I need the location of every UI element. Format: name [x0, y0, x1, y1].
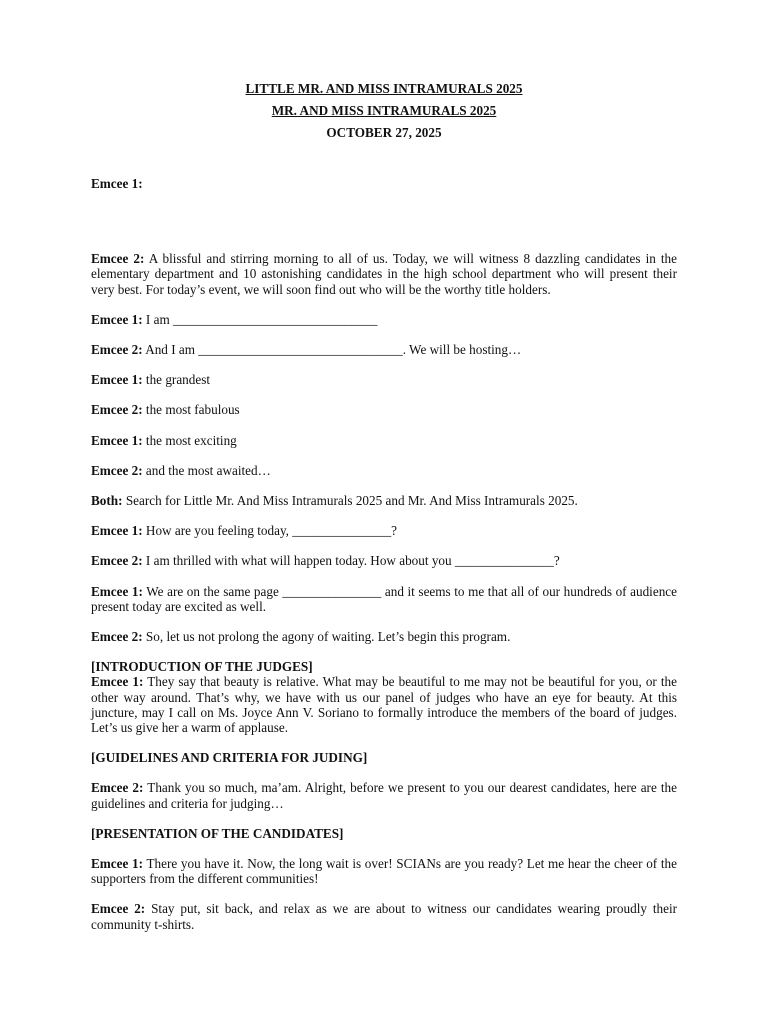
- line-text: the most exciting: [142, 432, 237, 448]
- section-heading-judges: [INTRODUCTION OF THE JUDGES]: [91, 659, 313, 675]
- line-text: Thank you so much, ma’am. Alright, before we present to you our dearest candidates, here are the guidelines and criteria for judging…: [91, 780, 677, 811]
- line-text: They say that beauty is relative. What may be beautiful to me may not be beautiful for you, or the other way around. That’s why, we have with us our panel of judges who have an eye for beauty. At this juncture, may I call on Ms. Joyce Ann V. Soriano to formally introduce the members of the board of judges. Let’s us give her a warm of applause.: [91, 674, 677, 736]
- line-emcee2-guidelines: [91, 780, 677, 810]
- line-emcee2-begin: [91, 629, 677, 644]
- line-emcee2-tshirts: [91, 901, 677, 931]
- speaker-label: Emcee 1:: [91, 674, 144, 690]
- line-emcee2-thrilled: [91, 553, 677, 568]
- line-emcee1-same-page: [91, 584, 677, 614]
- title-little-mr-miss: LITTLE MR. AND MISS INTRAMURALS 2025: [245, 81, 523, 96]
- line-both-search: [91, 493, 677, 508]
- line-emcee1-opening: [91, 176, 677, 191]
- speaker-label: Emcee 1:: [91, 432, 143, 448]
- line-emcee2-intro: [91, 342, 677, 357]
- speaker-label: Emcee 2:: [91, 342, 143, 358]
- script-body: [91, 176, 677, 947]
- line-emcee1-candidates: [91, 856, 677, 886]
- speaker-label: Both:: [91, 493, 123, 509]
- line-text: I am thrilled with what will happen today. How about you _______________?: [142, 553, 560, 569]
- line-text: the most fabulous: [142, 402, 240, 418]
- speaker-label: Emcee 1:: [91, 523, 143, 539]
- line-emcee2-awaited: [91, 463, 677, 478]
- line-emcee2-fabulous: [91, 402, 677, 417]
- speaker-label: Emcee 1:: [91, 176, 143, 191]
- line-text: I am _______________________________: [142, 311, 378, 327]
- line-text: How are you feeling today, _______________?: [142, 523, 398, 539]
- line-emcee2-welcome: [91, 251, 677, 297]
- title-block: [0, 78, 768, 144]
- speaker-label: Emcee 2:: [91, 901, 146, 917]
- speaker-label: Emcee 2:: [91, 629, 143, 645]
- section-heading-guidelines: [GUIDELINES AND CRITERIA FOR JUDING]: [91, 750, 368, 766]
- speaker-label: Emcee 2:: [91, 251, 145, 267]
- event-date: OCTOBER 27, 2025: [326, 125, 442, 140]
- speaker-label: Emcee 1:: [91, 856, 144, 872]
- blank-space: [91, 206, 677, 251]
- line-text: And I am _______________________________. We will be hosting…: [142, 342, 522, 358]
- line-emcee1-judges: [91, 674, 677, 735]
- line-text: the grandest: [142, 372, 211, 388]
- line-text: So, let us not prolong the agony of waiting. Let’s begin this program.: [142, 629, 511, 645]
- line-text: and the most awaited…: [142, 462, 271, 478]
- line-text: Stay put, sit back, and relax as we are about to witness our candidates wearing proudly their community t-shirts.: [91, 901, 678, 932]
- line-emcee1-grandest: [91, 372, 677, 387]
- speaker-label: Emcee 1:: [91, 372, 143, 388]
- line-text: We are on the same page _______________ and it seems to me that all of our hundreds of audience present today are excited as well.: [91, 583, 677, 614]
- line-text: Search for Little Mr. And Miss Intramurals 2025 and Mr. And Miss Intramurals 2025.: [122, 493, 578, 509]
- line-text: A blissful and stirring morning to all of us. Today, we will witness 8 dazzling candidates in the elementary department and 10 astonishing candidates in the high school department who will present their very best. For today’s event, we will soon find out who will be the worthy title holders.: [91, 251, 677, 297]
- speaker-label: Emcee 2:: [91, 462, 143, 478]
- speaker-label: Emcee 1:: [91, 311, 143, 327]
- section-heading-candidates: [PRESENTATION OF THE CANDIDATES]: [91, 825, 344, 841]
- speaker-label: Emcee 2:: [91, 553, 143, 569]
- speaker-label: Emcee 1:: [91, 583, 143, 599]
- speaker-label: Emcee 2:: [91, 402, 143, 418]
- line-emcee1-intro: [91, 312, 677, 327]
- speaker-label: Emcee 2:: [91, 780, 144, 796]
- line-emcee1-feeling: [91, 523, 677, 538]
- line-text: There you have it. Now, the long wait is over! SCIANs are you ready? Let me hear the cheer of the supporters from the different communities!: [91, 856, 677, 887]
- line-emcee1-exciting: [91, 433, 677, 448]
- title-mr-miss: MR. AND MISS INTRAMURALS 2025: [271, 103, 497, 118]
